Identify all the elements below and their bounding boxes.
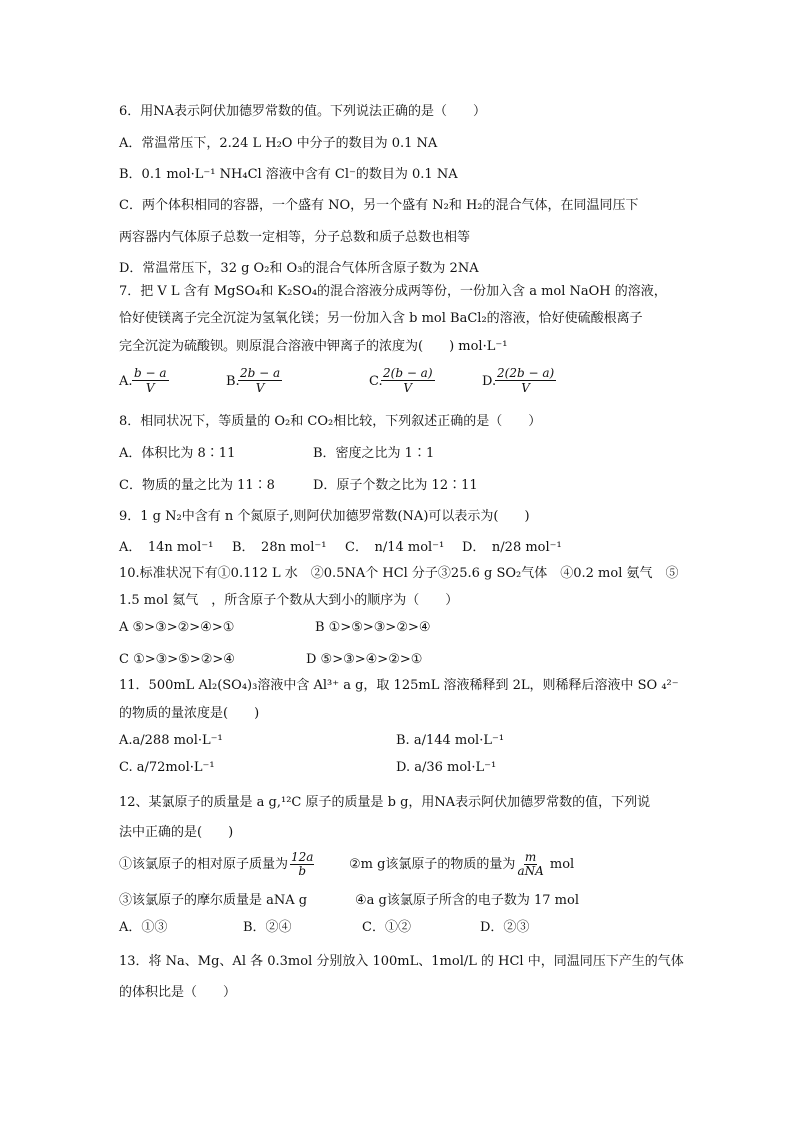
q12-line1: 12、某氯原子的质量是 a g,¹²C 原子的质量是 b g，用NA表示阿伏加德罗常数的值，下列说 bbox=[119, 795, 651, 810]
q12-statement-4: ④a g该氯原子所含的电子数为 17 mol bbox=[355, 893, 579, 908]
q6-option-b: B．0.1 mol·L⁻¹ NH₄Cl 溶液中含有 Cl⁻的数目为 0.1 NA bbox=[119, 167, 458, 182]
q12-s2-fraction bbox=[517, 851, 543, 878]
q12-s1-fraction bbox=[290, 851, 314, 878]
q7-c-numerator: 2(b − a) bbox=[383, 366, 433, 380]
q7-a-denominator: V bbox=[145, 381, 155, 395]
q9-option-c: C． n/14 mol⁻¹ bbox=[345, 540, 445, 555]
q13-line2: 的体积比是（ ） bbox=[119, 985, 237, 1000]
q11-option-b: B. a/144 mol·L⁻¹ bbox=[396, 733, 505, 748]
q8-stem: 8．相同状况下，等质量的 O₂和 CO₂相比较，下列叙述正确的是（ ） bbox=[119, 414, 542, 429]
q11-option-d: D. a/36 mol·L⁻¹ bbox=[396, 760, 497, 775]
q7-option-d-label: D. bbox=[482, 374, 497, 389]
q12-option-c: C．①② bbox=[362, 920, 411, 935]
q9-option-d: D． n/28 mol⁻¹ bbox=[462, 540, 562, 555]
q12-statement-2 bbox=[349, 851, 574, 878]
q12-option-b: B．②④ bbox=[243, 920, 292, 935]
q10-option-a: A ⑤>③>②>④>① bbox=[119, 620, 235, 635]
q11-line2: 的物质的量浓度是( ) bbox=[119, 706, 260, 721]
q9-option-b: B． 28n mol⁻¹ bbox=[232, 540, 327, 555]
q11-line1: 11．500mL Al₂(SO₄)₃溶液中含 Al³⁺ a g，取 125mL 溶液稀释到 2L，则稀释后溶液中 SO ₄²⁻ bbox=[119, 678, 679, 693]
q7-d-denominator: V bbox=[521, 381, 530, 395]
q7-d-numerator: 2(2b − a) bbox=[497, 366, 555, 380]
q6-option-c-line1: C．两个体积相同的容器，一个盛有 NO，另一个盛有 N₂和 H₂的混合气体，在同温同压下 bbox=[119, 198, 639, 213]
q7-option-a-fraction bbox=[132, 366, 169, 395]
q7-c-denominator: V bbox=[403, 381, 413, 395]
q11-option-c: C. a/72mol·L⁻¹ bbox=[119, 760, 215, 775]
q7-a-numerator: b − a bbox=[134, 366, 167, 380]
q10-option-c: C ①>③>⑤>②>④ bbox=[119, 652, 235, 667]
q10-line2: 1.5 mol 氦气 ，所含原子个数从大到小的顺序为（ ） bbox=[119, 593, 459, 608]
q12-s1-numerator: 12a bbox=[291, 850, 314, 864]
q6-option-c-line2: 两容器内气体原子总数一定相等，分子总数和质子总数也相等 bbox=[119, 230, 471, 245]
q12-line2: 法中正确的是( ) bbox=[119, 825, 234, 840]
q12-s2-text: ②m g该氯原子的物质的量为 bbox=[349, 857, 516, 872]
q7-b-denominator: V bbox=[255, 381, 265, 395]
q8-option-a: A．体积比为 8∶11 bbox=[119, 446, 236, 461]
q12-s1-text: ①该氯原子的相对原子质量为 bbox=[119, 857, 289, 872]
q10-line1: 10.标准状况下有①0.112 L 水 ②0.5NA个 HCl 分子③25.6 g SO₂气体 ④0.2 mol 氨气 ⑤ bbox=[119, 566, 679, 581]
q7-line2: 恰好使镁离子完全沉淀为氢氧化镁；另一份加入含 b mol BaCl₂的溶液，恰好使硫酸根离子 bbox=[119, 311, 643, 326]
q8-option-c: C．物质的量之比为 11∶8 bbox=[119, 478, 275, 493]
q7-option-d-fraction bbox=[495, 366, 556, 395]
q11-option-a: A.a/288 mol·L⁻¹ bbox=[119, 733, 223, 748]
q12-statement-1 bbox=[119, 851, 316, 878]
q7-b-numerator: 2b − a bbox=[240, 366, 281, 380]
q6-stem: 6．用NA表示阿伏加德罗常数的值。下列说法正确的是（ ） bbox=[119, 104, 487, 119]
q7-line3: 完全沉淀为硫酸钡。则原混合溶液中钾离子的浓度为( ) mol·L⁻¹ bbox=[119, 339, 508, 354]
q12-s2-numerator: m bbox=[524, 850, 537, 864]
q12-s1-denominator: b bbox=[298, 864, 307, 878]
q7-option-a-label: A. bbox=[119, 374, 133, 389]
q12-option-a: A．①③ bbox=[119, 920, 168, 935]
q10-option-d: D ⑤>③>④>②>① bbox=[306, 652, 423, 667]
q7-option-b-label: B. bbox=[226, 374, 240, 389]
q8-option-b: B．密度之比为 1∶1 bbox=[313, 446, 435, 461]
q6-option-d: D．常温常压下，32 g O₂和 O₃的混合气体所含原子数为 2NA bbox=[119, 261, 479, 276]
q12-s2-denominator: aNA bbox=[517, 864, 544, 878]
q12-s2-unit: mol bbox=[549, 857, 575, 872]
q10-option-b: B ①>⑤>③>②>④ bbox=[315, 620, 431, 635]
q7-option-b-fraction bbox=[238, 366, 282, 395]
q12-statement-3: ③该氯原子的摩尔质量是 aNA g bbox=[119, 893, 308, 908]
q6-option-a: A．常温常压下，2.24 L H₂O 中分子的数目为 0.1 NA bbox=[119, 136, 438, 151]
q12-option-d: D．②③ bbox=[480, 920, 530, 935]
q13-line1: 13．将 Na、Mg、Al 各 0.3mol 分别放入 100mL、1mol/L 的 HCl 中，同温同压下产生的气体 bbox=[119, 954, 684, 969]
q7-option-c-label: C. bbox=[369, 374, 383, 389]
q9-stem: 9．1 g N₂中含有 n 个氮原子,则阿伏加德罗常数(NA)可以表示为( ) bbox=[119, 509, 530, 524]
q7-line1: 7．把 V L 含有 MgSO₄和 K₂SO₄的混合溶液分成两等份，一份加入含 a mol NaOH 的溶液， bbox=[119, 284, 667, 299]
q9-option-a: A． 14n mol⁻¹ bbox=[119, 540, 214, 555]
q8-option-d: D．原子个数之比为 12∶11 bbox=[313, 478, 478, 493]
q7-option-c-fraction bbox=[381, 366, 435, 395]
